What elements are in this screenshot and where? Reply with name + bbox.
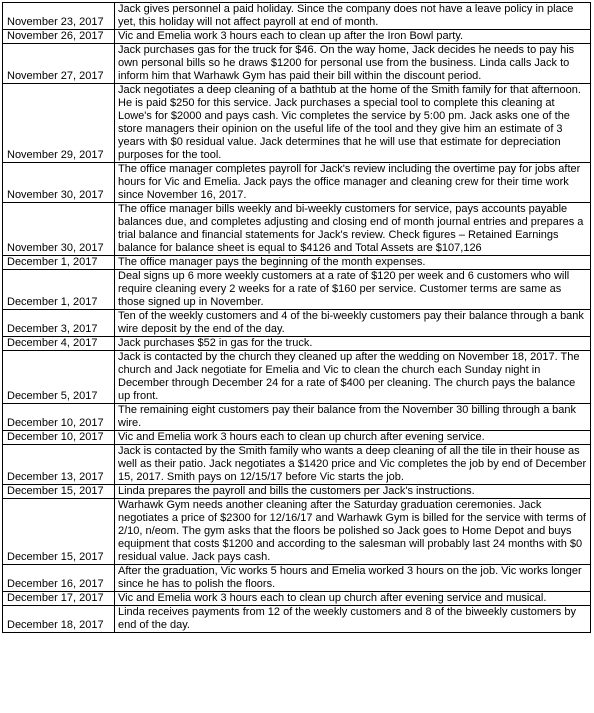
row-description: The office manager completes payroll for Jack's review including the overtime pay for jobs after hours for Vic and Emelia. Jack pays the office manager and cleaning crew for their time work since November 16, 2017.: [115, 163, 591, 203]
row-date: December 5, 2017: [3, 351, 115, 404]
row-description: Jack negotiates a deep cleaning of a bathtub at the home of the Smith family for that afternoon. He is paid $250 for this service. Jack purchases a special tool to complete this cleaning at Lowe's for $2000 and pays cash. Vic completes the service by 5:00 pm. Jack asks one of the store managers their opinion on the useful life of the tool and they give him an estimate of 3 years with $0 residual value. Jack determines that he will use that estimate for depreciation purposes for the tool.: [115, 84, 591, 163]
row-date: December 1, 2017: [3, 256, 115, 270]
row-date: December 10, 2017: [3, 404, 115, 431]
transactions-body: [3, 3, 591, 633]
row-description: Linda receives payments from 12 of the weekly customers and 8 of the biweekly customers by end of the day.: [115, 606, 591, 633]
table-row: [3, 499, 591, 565]
table-row: [3, 431, 591, 445]
row-date: December 10, 2017: [3, 431, 115, 445]
row-description: After the graduation, Vic works 5 hours and Emelia worked 3 hours on the job. Vic works longer since he has to polish the floors.: [115, 565, 591, 592]
table-row: [3, 565, 591, 592]
table-row: [3, 30, 591, 44]
row-description: The remaining eight customers pay their balance from the November 30 billing through a bank wire.: [115, 404, 591, 431]
row-date: November 26, 2017: [3, 30, 115, 44]
row-date: November 27, 2017: [3, 44, 115, 84]
row-description: The office manager bills weekly and bi-weekly customers for service, pays accounts payable balances due, and completes adjusting and closing end of month journal entries and prepares a trial balance and financial statements for Jack's review. Check figures – Retained Earnings balance for balance sheet is equal to $4126 and Total Assets are $107,126: [115, 203, 591, 256]
row-date: December 4, 2017: [3, 337, 115, 351]
row-description: Warhawk Gym needs another cleaning after the Saturday graduation ceremonies. Jack negotiates a price of $2300 for 12/16/17 and Warhawk Gym is billed for the service with terms of 2/10, n/eom. The gym asks that the floors be polished so Jack goes to Home Depot and buys equipment that costs $1200 and according to the salesman will probably last 24 months with $0 residual value. Jack pays cash.: [115, 499, 591, 565]
row-description: Vic and Emelia work 3 hours each to clean up church after evening service.: [115, 431, 591, 445]
row-description: Linda prepares the payroll and bills the customers per Jack's instructions.: [115, 485, 591, 499]
row-date: December 16, 2017: [3, 565, 115, 592]
table-row: [3, 445, 591, 485]
table-row: [3, 404, 591, 431]
row-date: December 3, 2017: [3, 310, 115, 337]
table-row: [3, 44, 591, 84]
row-date: December 1, 2017: [3, 270, 115, 310]
table-row: [3, 203, 591, 256]
table-row: [3, 606, 591, 633]
row-description: Jack is contacted by the Smith family who wants a deep cleaning of all the tile in their house as well as their patio. Jack negotiates a $1420 price and Vic completes the job by end of December 15, 2017. Smith pays on 12/15/17 before Vic starts the job.: [115, 445, 591, 485]
row-date: December 18, 2017: [3, 606, 115, 633]
row-description: Vic and Emelia work 3 hours each to clean up after the Iron Bowl party.: [115, 30, 591, 44]
table-row: [3, 592, 591, 606]
table-row: [3, 337, 591, 351]
table-row: [3, 256, 591, 270]
row-date: December 15, 2017: [3, 499, 115, 565]
row-description: Vic and Emelia work 3 hours each to clean up church after evening service and musical.: [115, 592, 591, 606]
table-row: [3, 84, 591, 163]
row-description: Jack is contacted by the church they cleaned up after the wedding on November 18, 2017. The church and Jack negotiate for Emelia and Vic to clean the church each Sunday night in December through December 24 for a rate of $400 per cleaning. The church pays the balance up front.: [115, 351, 591, 404]
row-date: November 29, 2017: [3, 84, 115, 163]
table-row: [3, 485, 591, 499]
table-row: [3, 3, 591, 30]
table-row: [3, 351, 591, 404]
row-date: December 17, 2017: [3, 592, 115, 606]
row-description: Jack gives personnel a paid holiday. Since the company does not have a leave policy in place yet, this holiday will not affect payroll at end of month.: [115, 3, 591, 30]
row-date: November 30, 2017: [3, 203, 115, 256]
table-row: [3, 163, 591, 203]
row-description: Jack purchases $52 in gas for the truck.: [115, 337, 591, 351]
table-row: [3, 310, 591, 337]
transactions-table: [2, 2, 591, 633]
row-date: December 15, 2017: [3, 485, 115, 499]
row-date: November 23, 2017: [3, 3, 115, 30]
row-description: Deal signs up 6 more weekly customers at a rate of $120 per week and 6 customers who will require cleaning every 2 weeks for a rate of $160 per service. Customer terms are same as those signed up in November.: [115, 270, 591, 310]
row-description: The office manager pays the beginning of the month expenses.: [115, 256, 591, 270]
row-date: November 30, 2017: [3, 163, 115, 203]
row-description: Jack purchases gas for the truck for $46. On the way home, Jack decides he needs to pay his own personal bills so he draws $1200 for personal use from the business. Linda calls Jack to inform him that Warhawk Gym has paid their bill within the discount period.: [115, 44, 591, 84]
row-description: Ten of the weekly customers and 4 of the bi-weekly customers pay their balance through a bank wire deposit by the end of the day.: [115, 310, 591, 337]
table-row: [3, 270, 591, 310]
row-date: December 13, 2017: [3, 445, 115, 485]
